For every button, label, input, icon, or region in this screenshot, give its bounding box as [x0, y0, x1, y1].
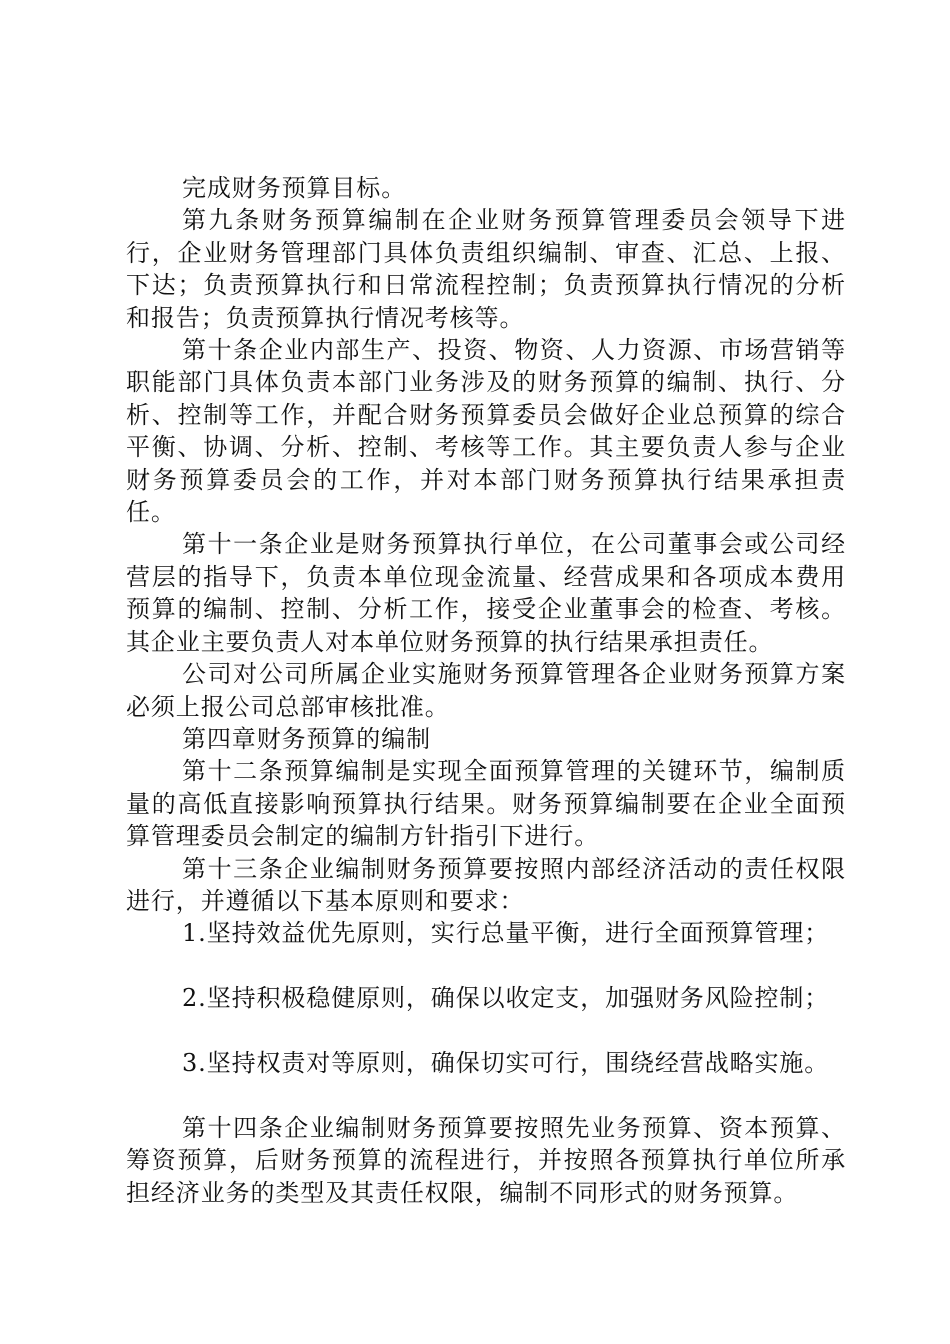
paragraph-budget-goal: 完成财务预算目标。	[182, 174, 407, 202]
paragraph-company-approval: 公司对公司所属企业实施财务预算管理各企业财务预算方案必须上报公司总部审核批准。	[126, 660, 846, 721]
list-item-principle-1: 1.坚持效益优先原则，实行总量平衡，进行全面预算管理；	[182, 919, 830, 948]
paragraph-article-14: 第十四条企业编制财务预算要按照先业务预算、资本预算、筹资预算，后财务预算的流程进行，并按照各预算执行单位所承担经济业务的类型及其责任权限，编制不同形式的财务预算。	[126, 1113, 846, 1207]
paragraph-article-11: 第十一条企业是财务预算执行单位，在公司董事会或公司经营层的指导下，负责本单位现金流量、经营成果和各项成本费用预算的编制、控制、分析工作，接受企业董事会的检查、考核。其企业主要负责人对本单位财务预算的执行结果承担责任。	[126, 530, 846, 656]
chapter-heading-4: 第四章财务预算的编制	[182, 724, 431, 753]
paragraph-article-9: 第九条财务预算编制在企业财务预算管理委员会领导下进行，企业财务管理部门具体负责组织编制、审查、汇总、上报、下达；负责预算执行和日常流程控制；负责预算执行情况的分析和报告；负责预算执行情况考核等。	[126, 206, 846, 332]
paragraph-article-12: 第十二条预算编制是实现全面预算管理的关键环节，编制质量的高低直接影响预算执行结果。财务预算编制要在企业全面预算管理委员会制定的编制方针指引下进行。	[126, 757, 846, 851]
document-body	[126, 172, 846, 1209]
list-item-principle-3: 3.坚持权责对等原则，确保切实可行，围绕经营战略实施。	[182, 1048, 830, 1077]
paragraph-article-10: 第十条企业内部生产、投资、物资、人力资源、市场营销等职能部门具体负责本部门业务涉及的财务预算的编制、执行、分析、控制等工作，并配合财务预算委员会做好企业总预算的综合平衡、协调、分析、控制、考核等工作。其主要负责人参与企业财务预算委员会的工作，并对本部门财务预算执行结果承担责任。	[126, 336, 846, 527]
list-item-principle-2: 2.坚持积极稳健原则，确保以收定支，加强财务风险控制；	[182, 984, 830, 1013]
paragraph-article-13: 第十三条企业编制财务预算要按照内部经济活动的责任权限进行，并遵循以下基本原则和要求：	[126, 854, 846, 915]
